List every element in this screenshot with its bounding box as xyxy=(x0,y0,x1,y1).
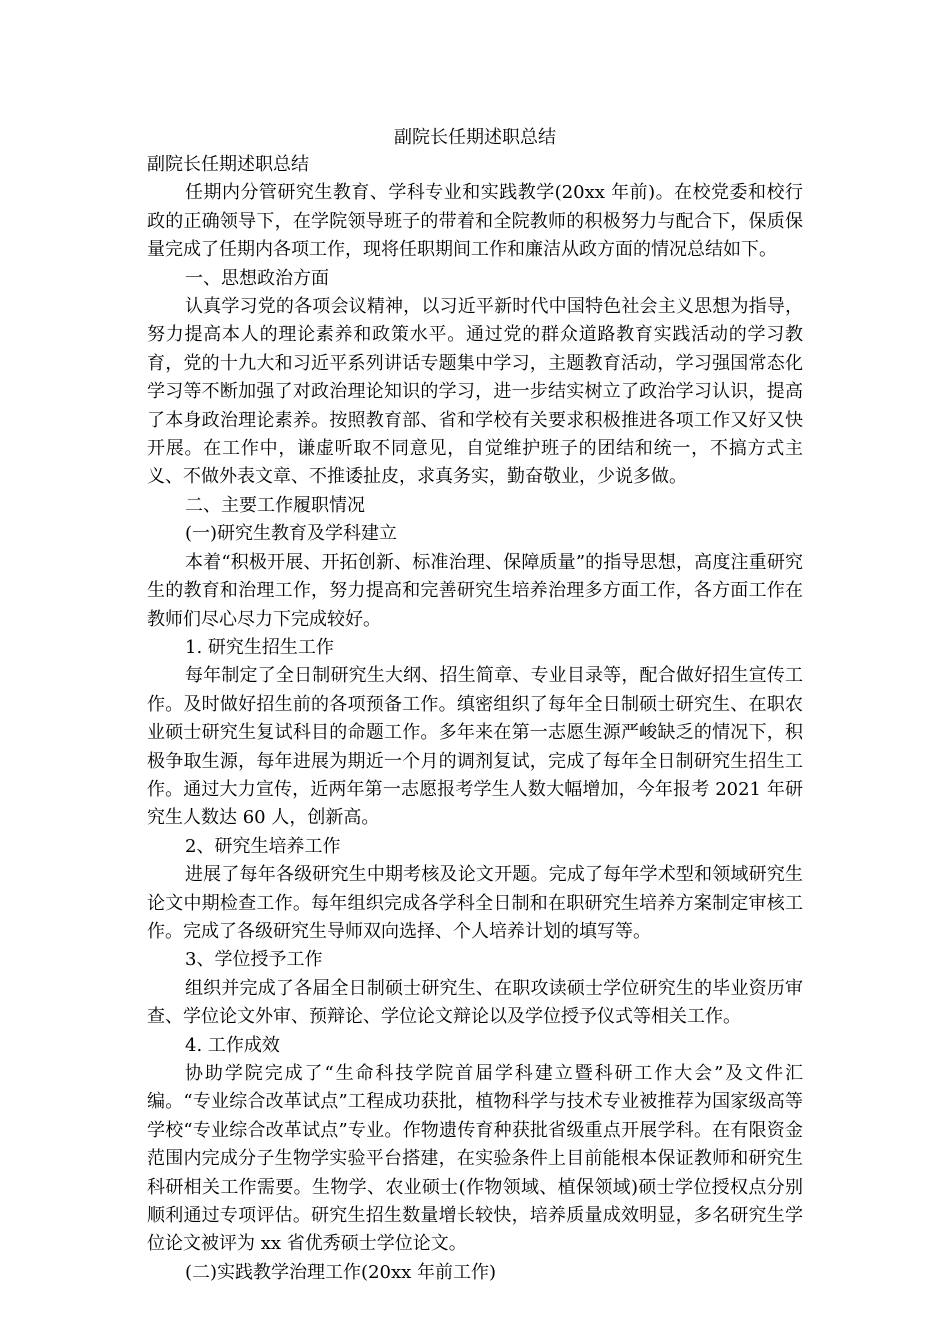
paragraph: 副院长任期述职总结 xyxy=(147,154,309,175)
paragraph: 2、研究生培养工作 xyxy=(185,835,341,857)
paragraph: 认真学习党的各项会议精神，以习近平新时代中国特色社会主义思想为指导，努力提高本人的理论素养和政策水平。通过党的群众道路教育实践活动的学习教育，党的十九大和习近平系列讲话专题集中学习，主题教育活动，学习强国常态化学习等不断加强了对政治理论知识的学习，进一步结实树立了政治学习认识，提高了本身政治理论素养。按照教育部、省和学校有关要求积极推进各项工作又好又快开展。在工作中，谦虚听取不同意见，自觉维护班子的团结和统一，不搞方式主义、不做外表文章、不推诿扯皮，求真务实，勤奋敬业，少说多做。 xyxy=(147,296,803,488)
paragraph: (一)研究生教育及学科建立 xyxy=(185,523,398,545)
paragraph: (二)实践教学治理工作(20xx 年前工作) xyxy=(185,1261,497,1283)
paragraph: 二、主要工作履职情况 xyxy=(185,494,365,516)
paragraph: 3、学位授予工作 xyxy=(185,949,323,971)
paragraph: 一、思想政治方面 xyxy=(185,267,329,289)
document-title: 副院长任期述职总结 xyxy=(394,127,556,148)
paragraph: 任期内分管研究生教育、学科专业和实践教学(20xx 年前)。在校党委和校行政的正确领导下，在学院领导班子的带着和全院教师的积极努力与配合下，保质保量完成了任期内各项工作，现将任职期间工作和廉洁从政方面的情况总结如下。 xyxy=(147,182,803,261)
paragraph: 组织并完成了各届全日制硕士研究生、在职攻读硕士学位研究生的毕业资历审查、学位论文外审、预辩论、学位论文辩论以及学位授予仪式等相关工作。 xyxy=(147,977,803,1028)
paragraph: 进展了每年各级研究生中期考核及论文开题。完成了每年学术型和领域研究生论文中期检查工作。每年组织完成各学科全日制和在职研究生培养方案制定审核工作。完成了各级研究生导师双向选择、个人培养计划的填写等。 xyxy=(147,864,803,942)
paragraph: 每年制定了全日制研究生大纲、招生简章、专业目录等，配合做好招生宣传工作。及时做好招生前的各项预备工作。缜密组织了每年全日制硕士研究生、在职农业硕士研究生复试科目的命题工作。多年来在第一志愿生源严峻缺乏的情况下，积极争取生源，每年进展为期近一个月的调剂复试，完成了每年全日制研究生招生工作。通过大力宣传，近两年第一志愿报考学生人数大幅增加，今年报考 2021 年研究生人数达 60 人，创新高。 xyxy=(147,665,803,829)
paragraph: 1. 研究生招生工作 xyxy=(185,636,334,658)
document-body xyxy=(147,151,803,1287)
paragraph: 协助学院完成了“生命科技学院首届学科建立暨科研工作大会”及文件汇编。“专业综合改革试点”工程成功获批，植物科学与技术专业被推荐为国家级高等学校“专业综合改革试点”专业。作物遗传育种获批省级重点开展学科。在有限资金范围内完成分子生物学实验平台搭建，在实验条件上目前能根本保证教师和研究生科研相关工作需要。生物学、农业硕士(作物领域、植保领域)硕士学位授权点分别顺利通过专项评估。研究生招生数量增长较快，培养质量成效明显，多名研究生学位论文被评为 xx 省优秀硕士学位论文。 xyxy=(147,1063,803,1255)
paragraph: 4. 工作成效 xyxy=(185,1034,280,1056)
paragraph: 本着“积极开展、开拓创新、标准治理、保障质量”的指导思想，高度注重研究生的教育和治理工作，努力提高和完善研究生培养治理多方面工作，各方面工作在教师们尽心尽力下完成较好。 xyxy=(147,551,803,630)
